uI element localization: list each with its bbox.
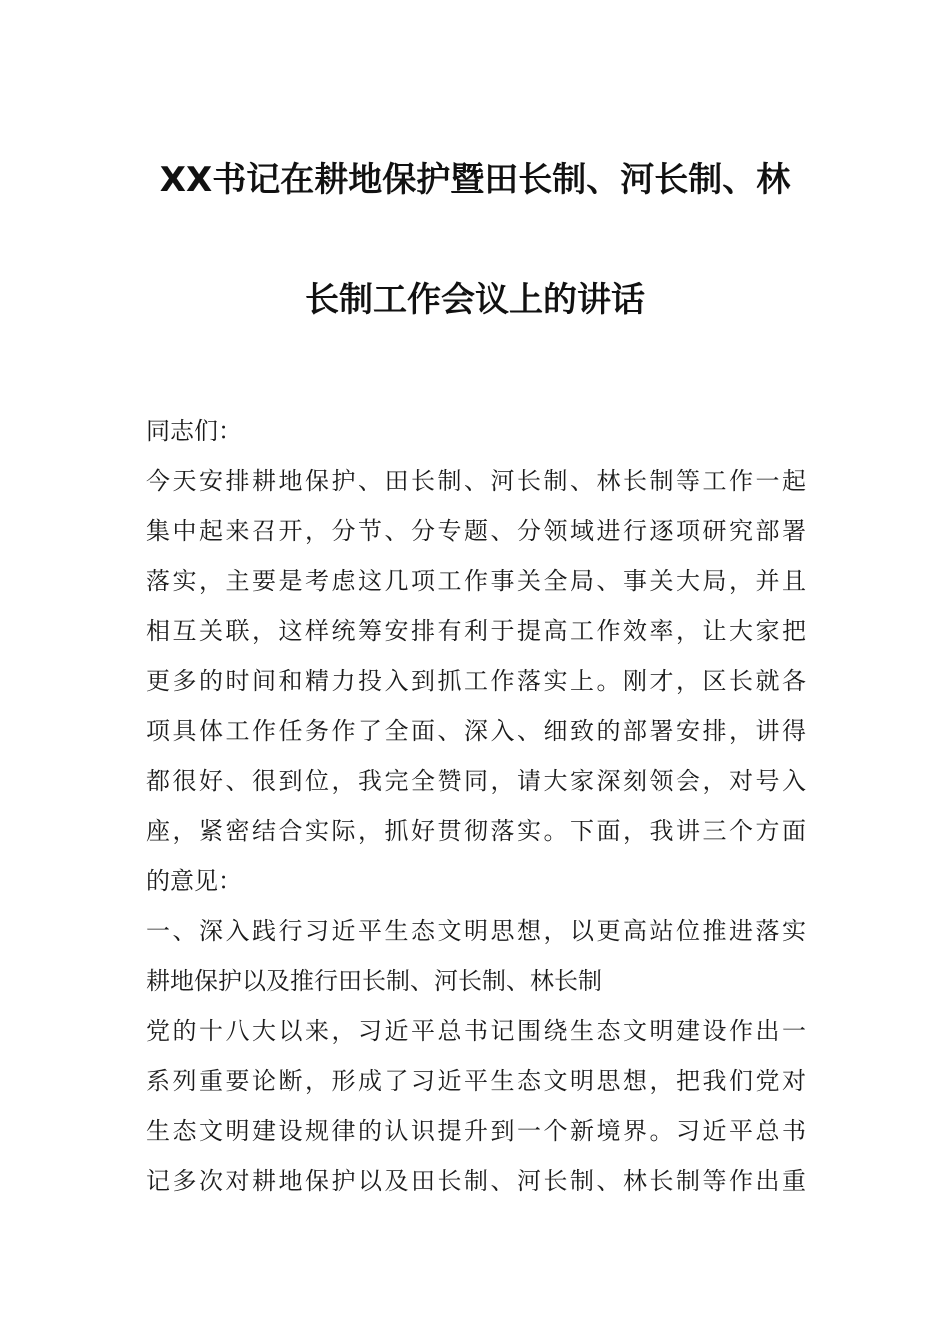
document-title-line-1: XX书记在耕地保护暨田长制、河长制、林 xyxy=(159,160,791,200)
body-line: 的意见： xyxy=(146,867,242,895)
body-line: 系列重要论断，形成了习近平生态文明思想，把我们党对 xyxy=(146,1067,806,1095)
body-line: 项具体工作任务作了全面、深入、细致的部署安排，讲得 xyxy=(146,717,806,745)
body-line: 落实，主要是考虑这几项工作事关全局、事关大局，并且 xyxy=(146,567,806,595)
body-line: 更多的时间和精力投入到抓工作落实上。刚才，区长就各 xyxy=(146,667,806,695)
body-line: 座，紧密结合实际，抓好贯彻落实。下面，我讲三个方面 xyxy=(146,817,806,845)
body-line: 相互关联，这样统筹安排有利于提高工作效率，让大家把 xyxy=(146,617,806,645)
body-line: 今天安排耕地保护、田长制、河长制、林长制等工作一起 xyxy=(146,467,806,495)
body-line: 记多次对耕地保护以及田长制、河长制、林长制等作出重 xyxy=(146,1167,806,1195)
section-heading-line: 耕地保护以及推行田长制、河长制、林长制 xyxy=(146,967,602,995)
document-title-line-2: 长制工作会议上的讲话 xyxy=(305,280,645,320)
body-line: 生态文明建设规律的认识提升到一个新境界。习近平总书 xyxy=(146,1117,806,1145)
document-body xyxy=(146,406,806,1206)
salutation: 同志们： xyxy=(146,417,242,445)
body-line: 都很好、很到位，我完全赞同，请大家深刻领会，对号入 xyxy=(146,767,806,795)
section-heading-line: 一、深入践行习近平生态文明思想，以更高站位推进落实 xyxy=(146,917,806,945)
body-line: 党的十八大以来，习近平总书记围绕生态文明建设作出一 xyxy=(146,1017,806,1045)
body-line: 集中起来召开，分节、分专题、分领域进行逐项研究部署 xyxy=(146,517,806,545)
